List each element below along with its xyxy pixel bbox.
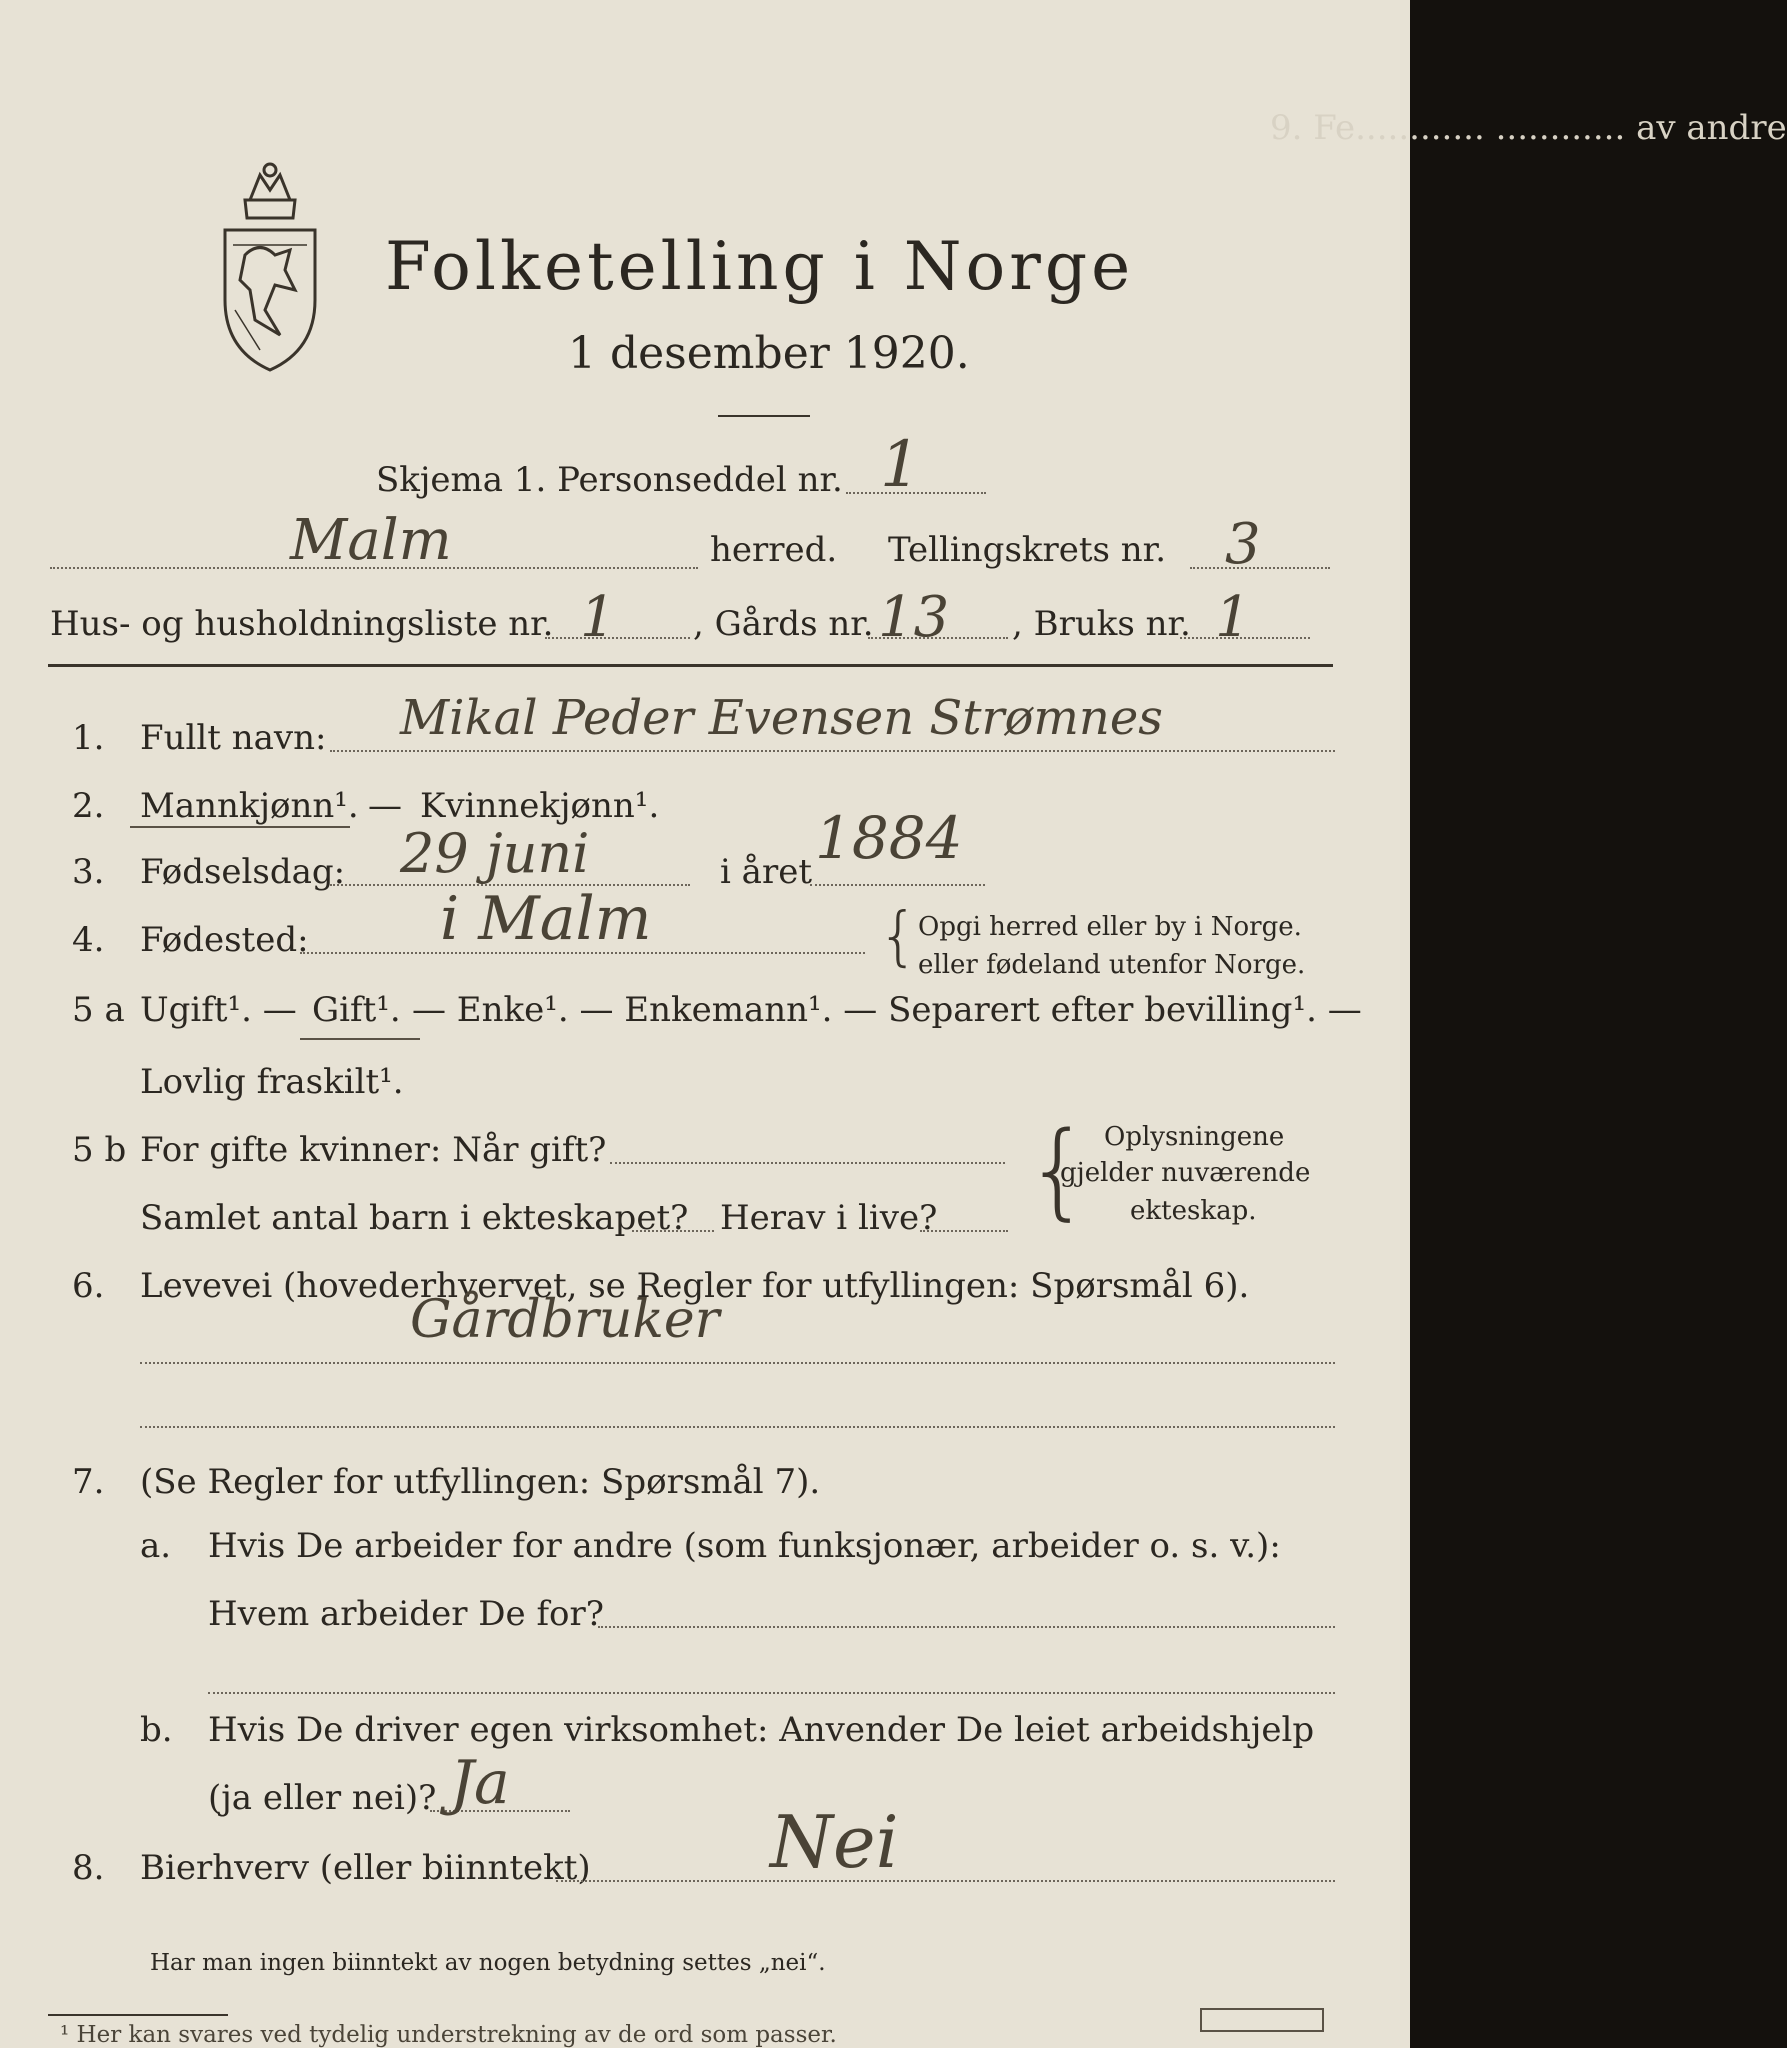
marital-gift-underline — [300, 1038, 420, 1040]
herred-value[interactable]: Malm — [290, 508, 452, 573]
occupation-value[interactable]: Gårdbruker — [410, 1290, 720, 1350]
gards-value[interactable]: 13 — [878, 585, 950, 650]
q5b-children-label: Samlet antal barn i ekteskapet? — [140, 1198, 689, 1238]
q7b-yesno-label: (ja eller nei)? — [208, 1778, 437, 1818]
gender-male-option[interactable]: Mannkjønn¹. — [140, 786, 359, 826]
q7a-letter: a. — [140, 1526, 172, 1566]
q4-note-line2: eller fødeland utenfor Norge. — [918, 950, 1306, 980]
q6-label: Levevei (hovederhvervet, se Regler for utfyllingen: Spørsmål 6). — [140, 1266, 1250, 1306]
q7-label: (Se Regler for utfyllingen: Spørsmål 7). — [140, 1462, 821, 1502]
q8-field-line — [556, 1880, 1335, 1882]
birthplace-value[interactable]: i Malm — [440, 884, 652, 954]
marital-gift-option[interactable]: Gift¹. — [312, 990, 401, 1030]
q5b-alive-field-line[interactable] — [920, 1230, 1008, 1232]
q6-field-line-1 — [140, 1362, 1335, 1364]
q3-year-field-line — [810, 884, 985, 886]
hus-value[interactable]: 1 — [580, 585, 616, 650]
bruks-label: , Bruks nr. — [1012, 604, 1191, 644]
marital-fraskilt-option[interactable]: Lovlig fraskilt¹. — [140, 1062, 404, 1102]
q7-number: 7. — [72, 1462, 105, 1502]
q5b-when-field-line[interactable] — [610, 1162, 1005, 1164]
tellingskrets-label: Tellingskrets nr. — [888, 530, 1167, 570]
q1-number: 1. — [72, 718, 105, 758]
q4-note-line1: Opgi herred eller by i Norge. — [918, 912, 1302, 942]
coat-of-arms-icon — [205, 160, 335, 375]
q7a-label: Hvis De arbeider for andre (som funksjonær, arbeider o. s. v.): — [208, 1526, 1281, 1566]
q5b-number: 5 b — [72, 1130, 127, 1170]
herred-label: herred. — [710, 530, 838, 570]
q5b-label: For gifte kvinner: Når gift? — [140, 1130, 607, 1170]
gender-dash: — — [368, 786, 402, 826]
tellingskrets-value[interactable]: 3 — [1225, 512, 1261, 577]
bruks-value[interactable]: 1 — [1215, 585, 1251, 650]
show-through-text: 9. Fe............ ............ av andre — [1270, 108, 1787, 148]
q1-label: Fullt navn: — [140, 718, 327, 758]
marital-ugift-option[interactable]: Ugift¹. — — [140, 990, 297, 1030]
q3-label: Fødselsdag: — [140, 852, 346, 892]
q5b-alive-label: Herav i live? — [720, 1198, 938, 1238]
footer-note: Har man ingen biinntekt av nogen betydning settes „nei“. — [150, 1950, 826, 1976]
q5b-note-line2: gjelder nuværende — [1060, 1158, 1311, 1188]
full-name-value[interactable]: Mikal Peder Evensen Strømnes — [400, 690, 1163, 746]
q5b-brace: { — [1025, 1109, 1092, 1231]
gender-female-option[interactable]: Kvinnekjønn¹. — [420, 786, 660, 826]
q4-label: Fødested: — [140, 920, 309, 960]
q4-number: 4. — [72, 920, 105, 960]
census-date: 1 desember 1920. — [568, 328, 970, 379]
q7b-letter: b. — [140, 1710, 173, 1750]
side-income-value[interactable]: Nei — [770, 1800, 899, 1884]
gards-label: , Gårds nr. — [693, 604, 874, 644]
hus-label: Hus- og husholdningsliste nr. — [50, 604, 554, 644]
birth-day-value[interactable]: 29 juni — [400, 822, 590, 885]
q6-number: 6. — [72, 1266, 105, 1306]
q1-field-line — [330, 750, 1335, 752]
q7b-label: Hvis De driver egen virksomhet: Anvender De leiet arbeidshjelp — [208, 1710, 1315, 1750]
hus-field-line — [545, 637, 690, 639]
marital-other-options[interactable]: — Enke¹. — Enkemann¹. — Separert efter bevilling¹. — — [412, 990, 1362, 1030]
q7a-employer-field-line[interactable] — [598, 1626, 1335, 1628]
q5b-note-line3: ekteskap. — [1130, 1196, 1257, 1226]
q5b-note-line1: Oplysningene — [1104, 1122, 1285, 1152]
q2-number: 2. — [72, 786, 105, 826]
q8-label: Bierhverv (eller biinntekt) — [140, 1848, 591, 1888]
q3-number: 3. — [72, 852, 105, 892]
q5b-children-field-line[interactable] — [632, 1230, 714, 1232]
footnote-text: ¹ Her kan svares ved tydelig understrekning av de ord som passer. — [60, 2022, 837, 2048]
q4-brace: { — [878, 900, 919, 974]
q7a-employer-label: Hvem arbeider De for? — [208, 1594, 604, 1634]
birth-year-value[interactable]: 1884 — [815, 804, 963, 872]
skjema-label: Skjema 1. Personseddel nr. — [376, 460, 843, 500]
footnote-divider — [48, 2014, 228, 2016]
page-title: Folketelling i Norge — [385, 228, 1135, 305]
hired-help-value[interactable]: Ja — [450, 1748, 510, 1818]
title-divider — [718, 415, 810, 417]
skjema-value[interactable]: 1 — [880, 428, 921, 502]
q3-year-label: i året — [720, 852, 812, 892]
header-divider — [48, 664, 1333, 667]
q7a-employer-field-line-2[interactable] — [208, 1692, 1335, 1694]
q5a-number: 5 a — [72, 990, 125, 1030]
q6-field-line-2[interactable] — [140, 1426, 1335, 1428]
q8-number: 8. — [72, 1848, 105, 1888]
gender-male-underline — [130, 826, 350, 828]
printer-stamp — [1200, 2008, 1324, 2032]
